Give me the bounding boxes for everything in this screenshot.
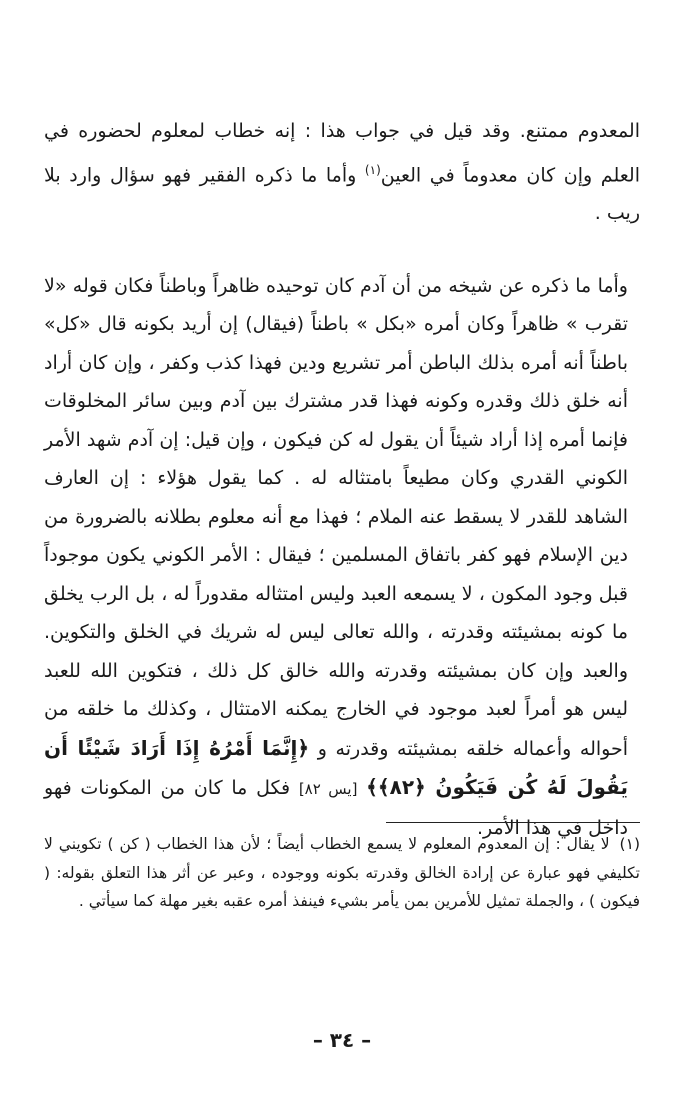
footnote-divider (386, 822, 640, 823)
page-number: – ٣٤ – (312, 1028, 372, 1052)
paragraph-1-text: المعدوم ممتنع. وقد قيل في جواب هذا : إنه خطاب لمعلوم لحضوره في العلم وإن كان معدوماً في العين (44, 120, 640, 186)
paragraph-1 (44, 112, 640, 233)
main-text (44, 112, 640, 847)
verse-reference: [يس ٨٢] (298, 780, 358, 799)
footnote-number: (١) (619, 835, 640, 853)
footnote-text: لا يقال : إن المعدوم المعلوم لا يسمع الخطاب أيضاً ؛ لأن هذا الخطاب ( كن ) تكويني لا تكليفي فهو عبارة عن إرادة الخالق وقدرته بكونه ووجوده ، وعبر عن أثر هذا التعلق بقوله: ( فيكون ) ، والجملة تمثيل للأمرين بمن يأمر بشيء فينفذ أمره عقبه بغير مهلة كما سيأتي . (44, 835, 640, 910)
paragraph-1-end: وأما ما ذكره الفقير فهو سؤال وارد بلا ريب . (44, 163, 640, 225)
paragraph-2 (44, 267, 640, 848)
quran-verse: ﴿إِنَّمَا أَمْرُهُ إِذَا أَرَادَ شَيْئًا أَن يَقُولَ لَهُ كُن فَيَكُونُ ﴿٨٢﴾﴾ (44, 735, 628, 800)
footnote (44, 830, 640, 916)
footnote-ref: (١) (364, 162, 381, 177)
paragraph-2-end: فكل ما كان من المكونات فهو داخل في هذا الأمر. (44, 777, 628, 839)
paragraph-2-text: وأما ما ذكره عن شيخه من أن آدم كان توحيده ظاهراً وباطناً فكان قوله «لا تقرب » ظاهراً وكان أمره «بكل » باطناً (فيقال) إن أريد بكونه قال «كل» باطناً أنه أمره بذلك الباطن أمر تشريع ودين فهذا كذب وكفر ، وإن كان أراد أنه خلق ذلك وقدره وكونه فهذا قدر مشترك بين آدم وبين سائر المخلوقات فإنما أمره إذا أراد شيئاً أن يقول له كن فيكون ، وإن قيل: إن آدم شهد الأمر الكوني القدري وكان مطيعاً بامتثاله له . كما يقول هؤلاء : إن العارف الشاهد للقدر لا يسقط عنه الملام ؛ فهذا مع أنه معلوم بطلانه بالضرورة من دين الإسلام فهو كفر باتفاق المسلمين ؛ فيقال : الأمر الكوني يكون موجوداً قبل وجود المكون ، لا يسمعه العبد وليس امتثاله مقدوراً له ، بل الرب يخلق ما كونه بمشيئته وقدرته ، والله تعالى ليس له شريك في الخلق والتكوين. والعبد وإن كان بمشيئته وقدرته والله خالق كل ذلك ، فتكوين الله للعبد ليس هو أمراً لعبد موجود في الخارج يمكنه الامتثال ، وكذلك ما خلقه من أحواله وأعماله خلقه بمشيئته وقدرته و (44, 274, 628, 760)
